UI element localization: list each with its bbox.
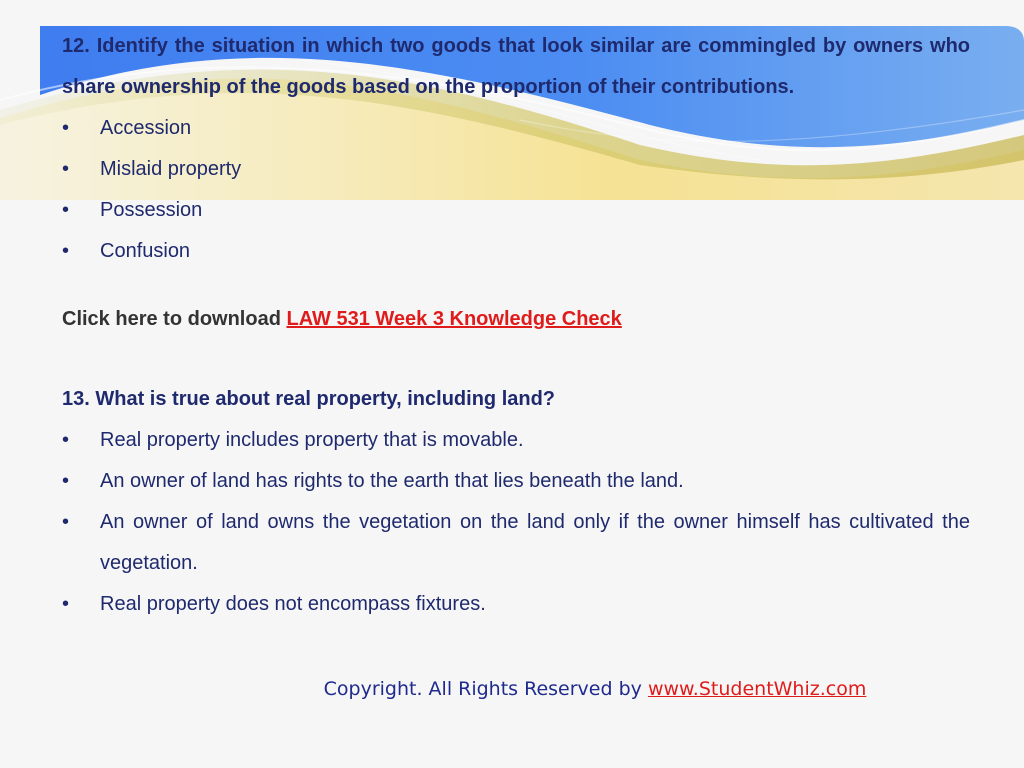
option-text: Confusion [100, 240, 191, 262]
bullet-icon: • [62, 593, 70, 615]
option-item [62, 190, 970, 231]
bullet-icon: • [62, 511, 70, 533]
bullet-icon: • [62, 429, 70, 451]
question-12-options [62, 108, 970, 272]
option-item [62, 584, 970, 625]
option-text: Mislaid property [100, 158, 242, 180]
copyright-footer [0, 678, 1024, 700]
bullet-icon: • [62, 240, 70, 262]
option-item [62, 461, 970, 502]
download-line [62, 299, 970, 340]
option-item [62, 420, 970, 461]
option-text: Real property does not encompass fixtures. [100, 593, 486, 615]
option-item [62, 502, 970, 584]
option-item [62, 149, 970, 190]
question-13-text: 13. What is true about real property, including land? [62, 388, 556, 410]
download-prefix: Click here to download [62, 308, 287, 330]
option-text: Accession [100, 117, 192, 139]
option-item [62, 108, 970, 149]
question-12-text: 12. Identify the situation in which two goods that look similar are commingled by owners who share ownership of the goods based on the proportion of their contributions. [62, 35, 970, 98]
option-text: An owner of land has rights to the earth that lies beneath the land. [100, 470, 684, 492]
bullet-icon: • [62, 470, 70, 492]
option-item [62, 231, 970, 272]
slide-content [62, 26, 970, 625]
option-text: An owner of land owns the vegetation on the land only if the owner himself has cultivated the vegetation. [100, 511, 970, 574]
download-link[interactable]: LAW 531 Week 3 Knowledge Check [286, 308, 622, 330]
option-text: Possession [100, 199, 203, 221]
question-13-options [62, 420, 970, 625]
studentwhiz-link[interactable]: www.StudentWhiz.com [647, 678, 867, 700]
copyright-text: Copyright. All Rights Reserved by [323, 678, 648, 700]
option-text: Real property includes property that is movable. [100, 429, 524, 451]
bullet-icon: • [62, 158, 70, 180]
bullet-icon: • [62, 117, 70, 139]
bullet-icon: • [62, 199, 70, 221]
